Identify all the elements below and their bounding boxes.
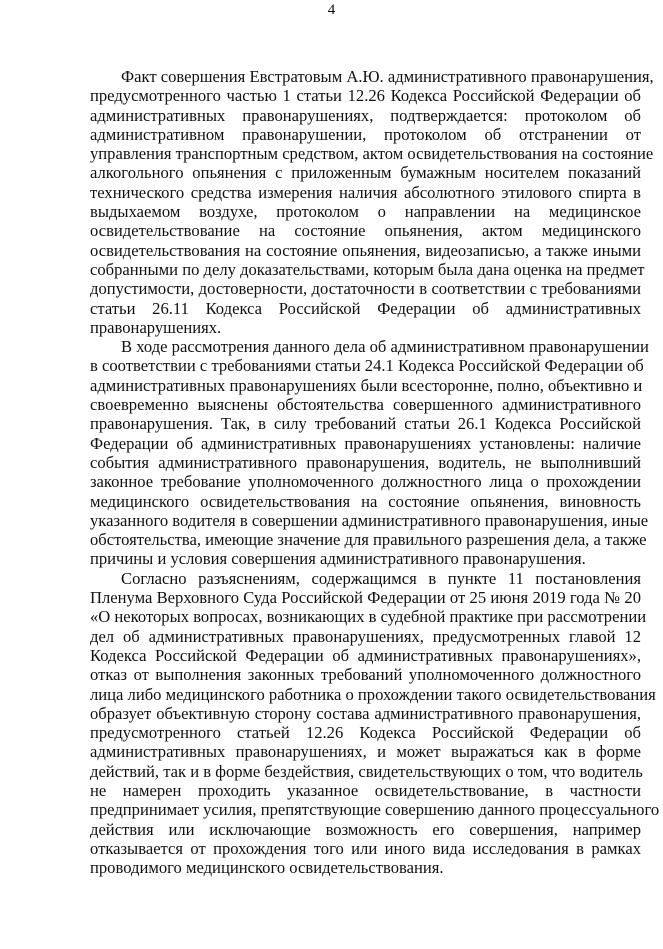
- text-line: обстоятельства, имеющие значение для правильного разрешения дела, а также: [90, 530, 647, 550]
- text-line: Пленума Верховного Суда Российской Федерации от 25 июня 2019 года № 20: [90, 588, 641, 608]
- text-line: статьи 26.11 Кодекса Российской Федерации об административных: [90, 298, 641, 318]
- text-line: лица либо медицинского работника о прохождении такого освидетельствования: [90, 684, 656, 704]
- text-line: указанного водителя в совершении административного правонарушения, иные: [90, 510, 649, 530]
- text-line: правонарушениях.: [90, 317, 222, 337]
- text-line: своевременно выяснены обстоятельства совершенного административного: [90, 395, 641, 415]
- text-line: действия или исключающие возможность его совершения, например: [90, 819, 641, 839]
- text-line: медицинского освидетельствования на состояние опьянения, виновность: [90, 491, 641, 511]
- text-line: не намерен проходить указанное освидетельствование, в частности: [90, 780, 641, 800]
- text-line: В ходе рассмотрения данного дела об административном правонарушении: [121, 337, 649, 357]
- text-line: административных правонарушениях были всесторонне, полно, объективно и: [90, 375, 643, 395]
- text-line: в соответствии с требованиями статьи 24.1 Кодекса Российской Федерации об: [90, 356, 644, 376]
- text-line: предусмотренного частью 1 статьи 12.26 Кодекса Российской Федерации об: [90, 86, 641, 106]
- text-line: освидетельствования на состояние опьянения, видеозаписью, а также иными: [90, 240, 641, 260]
- text-line: «О некоторых вопросах, возникающих в судебной практике при рассмотрении: [90, 607, 647, 627]
- text-line: управления транспортным средством, актом освидетельствования на состояние: [90, 144, 654, 164]
- text-line: предусмотренного статьей 12.26 Кодекса Российской Федерации об: [90, 723, 641, 743]
- text-line: Федерации об административных правонарушениях установлены: наличие: [90, 433, 641, 453]
- text-line: отказ от выполнения законных требований уполномоченного должностного: [90, 665, 641, 685]
- text-line: административном правонарушении, протоколом об отстранении от: [90, 124, 641, 144]
- text-line: события административного правонарушения, водитель, не выполнивший: [90, 452, 641, 472]
- text-line: законное требование уполномоченного должностного лица о прохождении: [90, 472, 641, 492]
- paragraph: [90, 568, 660, 878]
- text-line: допустимости, достоверности, достаточности в соответствии с требованиями: [90, 279, 641, 299]
- text-line: образует объективную сторону состава административного правонарушения,: [90, 703, 641, 723]
- text-line: освидетельствование на состояние опьянения, актом медицинского: [90, 221, 641, 241]
- text-line: Кодекса Российской Федерации об административных правонарушениях»,: [90, 645, 641, 665]
- text-line: технического средства измерения наличия абсолютного этилового спирта в: [90, 182, 641, 202]
- text-line: выдыхаемом воздухе, протоколом о направлении на медицинское: [90, 202, 641, 222]
- text-line: административных правонарушениях, подтверждается: протоколом об: [90, 105, 641, 125]
- text-line: отказывается от прохождения того или иного вида исследования в рамках: [90, 838, 641, 858]
- text-line: Согласно разъяснениям, содержащимся в пункте 11 постановления: [121, 568, 641, 588]
- text-line: собранными по делу доказательствами, которым была дана оценка на предмет: [90, 259, 645, 279]
- text-line: Факт совершения Евстратовым А.Ю. административного правонарушения,: [121, 67, 654, 86]
- page-number: 4: [327, 2, 336, 18]
- text-line: дел об административных правонарушениях, предусмотренных главой 12: [90, 626, 641, 646]
- paragraph: [90, 67, 654, 337]
- text-line: правонарушения. Так, в силу требований статьи 26.1 Кодекса Российской: [90, 414, 641, 434]
- text-line: алкогольного опьянения с приложенным бумажным носителем показаний: [90, 163, 641, 183]
- text-line: причины и условия совершения административного правонарушения.: [90, 549, 586, 569]
- text-line: действий, так и в форме бездействия, свидетельствующих о том, что водитель: [90, 761, 643, 781]
- text-line: административных правонарушениях, и может выражаться как в форме: [90, 742, 641, 762]
- text-line: проводимого медицинского освидетельствования.: [90, 858, 444, 878]
- text-line: предпринимает усилия, препятствующие совершению данного процессуального: [90, 800, 660, 820]
- document-body: [90, 67, 660, 878]
- paragraph: [90, 337, 649, 569]
